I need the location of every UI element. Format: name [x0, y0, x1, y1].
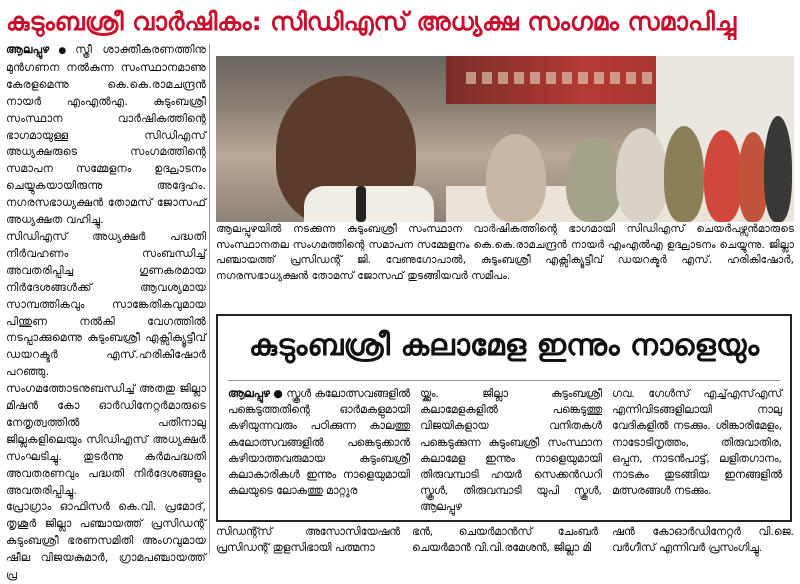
bullet-icon: ● — [51, 46, 74, 56]
box-column-2: യ്ക്കും. ജില്ലാ കുടുംബശ്രീ കലാമേളകളിൽ പങ്കെടുത്തു വിജയികളായ വനിതകൾ പങ്കെടുക്കുന്ന കുടുംബശ്രീ സംസ്ഥാന കലാമേള ഇന്നും നാളെയുമായി തിരുവമ്പാടി ഹയർ സെക്കൻഡറി സ്കൂൾ, തിരുവമ്പാടി യുപി സ്കൂൾ, ആലപ്പുഴ — [420, 387, 602, 514]
guest-figure-4 — [664, 126, 704, 222]
left-column — [6, 42, 206, 584]
box-story — [216, 314, 792, 522]
guest-figure-7 — [764, 116, 792, 222]
guest-figure-1 — [486, 134, 546, 222]
left-paragraph-1 — [6, 42, 206, 229]
guest-figure-3 — [616, 128, 668, 222]
left-paragraph-1-text: സ്ത്രീ ശാക്തീകരണത്തിനു മുൻഗണന നൽകുന്ന സംസ്ഥാനമാണു കേരളമെന്നു കെ.കെ.രാമചന്ദ്രൻ നായർ എംഎൽഎ. കുടുംബശ്രീ സംസ്ഥാന വാർഷികത്തിന്റെ ഭാഗമായുള്ള സിഡിഎസ് അധ്യക്ഷരുടെ സംഗമത്തിന്റെ സമാപന സമ്മേളനം ഉദ്ഘാടനം ചെയ്യുകയായിരുന്നു അദ്ദേഹം. നഗരസഭാധ്യക്ഷൻ തോമസ് ജോസഫ് അധ്യക്ഷത വഹിച്ചു. — [6, 43, 206, 227]
bottom-column-1: സിഡന്റ്സ് അസോസിയേഷൻ പ്രസിഡന്റ് തുളസിഭായി പത്മനാ — [216, 525, 400, 555]
bullet-icon: ● — [273, 387, 283, 400]
box-column-1-text: സ്കൂൾ കലോത്സവങ്ങളിൽ പങ്കെടുത്തതിന്റെ ഓർമകളുമായി കഴിയുന്നവരും പഠിക്കുന്ന കാലത്തു കലോത്സവങ്ങളിൽ പങ്കെടുക്കാൻ കഴിയാത്തവരുമായ കുടുംബശ്രീ കലാകാരികൾ ഇന്നും നാളെയുമായി കലയുടെ ലോകത്തു മാറ്റുര — [228, 387, 410, 498]
photo-caption: ആലപ്പുഴയിൽ നടക്കുന്ന കുടുംബശ്രീ സംസ്ഥാന വാർഷികത്തിന്റെ ഭാഗമായി സിഡിഎസ് ചെയർപഴ്സൻമാരുടെ സംസ്ഥാനതല സംഗമത്തിന്റെ സമാപന സമ്മേളനം കെ.കെ.രാമചന്ദ്രൻ നായർ എംഎൽഎ ഉദ്ഘാടനം ചെയ്യുന്നു. ജില്ലാ പഞ്ചായത്ത് പ്രസിഡന്റ് ജി. വേണുഗോപാൽ, കുടുംബശ്രീ എക്സിക്യൂട്ടീവ് ഡയറക്ടർ എസ്. ഹരികിഷോർ, നഗരസഭാധ്യക്ഷൻ തോമസ് ജോസഫ് തുടങ്ങിയവർ സമീപം. — [216, 223, 794, 282]
left-paragraph-4: പ്രോഗ്രാം ഓഫിസർ കെ.വി. പ്രമോദ്, തൃശൂർ ജില്ലാ പഞ്ചായത്ത് പ്രസിഡന്റ് കുടുംബശ്രീ ഭരണസമിതി അംഗവുമായ ഷീല വിജയകുമാർ, ഗ്രാമപഞ്ചായത്ത് പ്ര — [6, 500, 206, 582]
dateline: ആലപ്പുഴ — [6, 43, 50, 56]
speaker-shirt — [304, 186, 434, 222]
left-paragraph-2: സിഡിഎസ് അധ്യക്ഷർ പദ്ധതി നിർവഹണം സംബന്ധിച്ച് അവതരിപ്പിച്ച ഗുണകരമായ നിർദേശങ്ങൾക്ക് ആവശ്യമായ സാമ്പത്തികവും സാങ്കേതികവുമായ പിന്തുണ നൽകി വേഗത്തിൽ നടപ്പാക്കുമെന്നു കുടുംബശ്രീ എക്സിക്യൂട്ടീവ് ഡയറക്ടർ എസ്.ഹരികിഷോർ പറഞ്ഞു. — [6, 229, 206, 379]
left-paragraph-3: സംഗമത്തോടനുബന്ധിച്ച് അതതു ജില്ലാ മിഷൻ കോ ഓർഡിനേറ്റർമാരുടെ നേതൃത്വത്തിൽ പതിനാലു ജില്ലകളിലെയും സിഡിഎസ് അധ്യക്ഷർ സംഘടിച്ചു. തുടർന്നു കർമപദ്ധതി അവതരണവും പദ്ധതി നിർദേശങ്ങളും അവതരിപ്പിച്ചു. — [6, 382, 206, 497]
bottom-column-2: ഭൻ, ചെയർമാൻസ് ചേംബർ ചെയർമാൻ വി.വി.രമേശൻ, ജില്ലാ മി — [412, 525, 598, 555]
microphone-icon — [356, 186, 366, 222]
guest-figure-2 — [566, 138, 622, 222]
box-story-title: കുടുംബശ്രീ കലാമേള ഇന്നും നാളെയും — [248, 328, 760, 363]
headline: കുടുംബശ്രീ വാർഷികം: സിഡിഎസ് അധ്യക്ഷ സംഗമം സമാപിച്ചു — [6, 7, 737, 36]
news-photo — [216, 56, 794, 222]
column-divider — [209, 44, 210, 554]
box-column-3: ഗവ. ഗേൾസ് എച്ച്എസ്എസ് എന്നിവിടങ്ങളിലായി നാലു വേദികളിൽ നടക്കും. ശിങ്കാരിമേളം, നാടോടിനൃത്തം, തിരുവാതിര, ഒപ്പന, നാടൻപാട്ട്, ലളിതഗാനം, നാടകം തുടങ്ങിയ ഇനങ്ങളിൽ മത്സരങ്ങൾ നടക്കും. — [612, 387, 782, 498]
bottom-column-3: ഷൻ കോഓർഡിനേറ്റർ വി.ജെ. വർഗീസ് എന്നിവർ പ്രസംഗിച്ചു. — [612, 525, 794, 555]
box-column-1 — [228, 386, 410, 499]
box-rule — [228, 380, 780, 381]
guest-figure-5 — [704, 130, 742, 222]
box-dateline: ആലപ്പുഴ — [228, 387, 270, 400]
